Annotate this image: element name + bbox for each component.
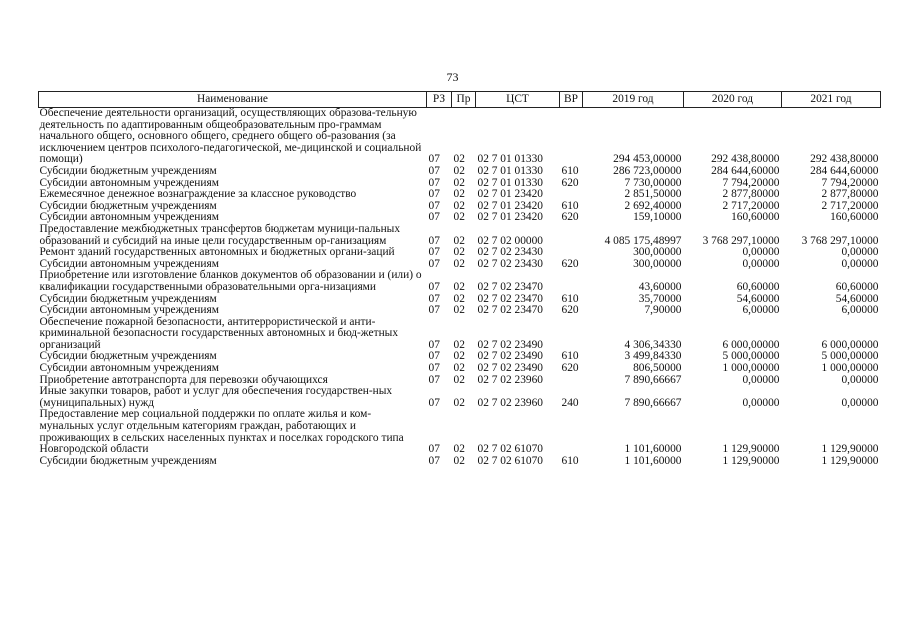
row-vr bbox=[560, 224, 583, 247]
row-pr: 02 bbox=[453, 153, 465, 166]
row-vr: 620 bbox=[561, 211, 579, 224]
row-name: Предоставление мер социальной поддержки по оплате жилья и ком-мунальных услуг отдельным категориям граждан, работающих и проживающих в сельских населенных пунктах и поселках городского типа Новгородской области bbox=[39, 408, 404, 456]
table-row bbox=[39, 189, 881, 201]
row-value-2019: 300,00000 bbox=[633, 257, 682, 270]
row-value-2020: 1 129,90000 bbox=[722, 443, 780, 456]
row-pr: 02 bbox=[453, 280, 465, 293]
row-cst: 02 7 01 01330 bbox=[477, 176, 543, 189]
header-cst: ЦСТ bbox=[476, 92, 560, 108]
row-cst: 02 7 01 23420 bbox=[477, 188, 543, 201]
table-row bbox=[39, 166, 881, 178]
table-row bbox=[39, 456, 881, 468]
row-value-2021: 2 717,20000 bbox=[821, 199, 879, 212]
row-vr: 610 bbox=[561, 164, 579, 177]
row-value-2019: 7 730,00000 bbox=[624, 176, 682, 189]
row-value-2021: 2 877,80000 bbox=[821, 188, 879, 201]
row-name: Предоставление межбюджетных трансфертов бюджетам муници-пальных образований и субсидий на иные цели государственным ор-ганизациям bbox=[39, 222, 401, 247]
header-row bbox=[39, 92, 881, 108]
row-vr bbox=[560, 317, 583, 352]
row-vr: 620 bbox=[561, 257, 579, 270]
row-pr: 02 bbox=[453, 362, 465, 375]
row-cst: 02 7 02 23490 bbox=[477, 350, 543, 363]
row-value-2020: 60,60000 bbox=[736, 280, 780, 293]
row-value-2020: 6,00000 bbox=[742, 304, 780, 317]
row-value-2021: 60,60000 bbox=[835, 280, 879, 293]
row-value-2020: 0,00000 bbox=[742, 396, 780, 409]
row-cst: 02 7 02 23490 bbox=[477, 362, 543, 375]
row-cst: 02 7 01 23420 bbox=[477, 211, 543, 224]
table-body bbox=[39, 108, 881, 468]
row-name: Обеспечение деятельности организаций, осуществляющих образова-тельную деятельность по адаптированным общеобразовательным про-граммам начального общего, основного общего, среднего общего об-разования (за исключением центров психолого-педагогической, ме-дицинской и социальной помощи) bbox=[39, 107, 422, 166]
row-cst: 02 7 02 23490 bbox=[477, 338, 543, 351]
row-value-2021: 160,60000 bbox=[830, 211, 879, 224]
row-value-2020: 3 768 297,10000 bbox=[702, 234, 780, 247]
row-value-2020: 7 794,20000 bbox=[722, 176, 780, 189]
row-value-2020: 6 000,00000 bbox=[722, 338, 780, 351]
row-vr: 620 bbox=[561, 176, 579, 189]
row-pr: 02 bbox=[453, 246, 465, 259]
row-vr bbox=[560, 270, 583, 293]
table-row bbox=[39, 363, 881, 375]
header-rz: РЗ bbox=[427, 92, 452, 108]
header-pr: Пр bbox=[452, 92, 476, 108]
row-name: Обеспечение пожарной безопасности, антитеррористической и анти-криминальной безопасности государственных автономных и бюд-жетных организаций bbox=[39, 315, 399, 351]
row-rz: 07 bbox=[428, 396, 440, 409]
row-vr: 610 bbox=[561, 350, 579, 363]
row-name: Субсидии автономным учреждениям bbox=[39, 362, 219, 375]
row-cst: 02 7 01 23420 bbox=[477, 199, 543, 212]
row-value-2020: 0,00000 bbox=[742, 373, 780, 386]
row-cst: 02 7 02 61070 bbox=[477, 443, 543, 456]
row-value-2019: 7,90000 bbox=[644, 304, 682, 317]
row-value-2020: 2 717,20000 bbox=[722, 199, 780, 212]
row-name: Субсидии бюджетным учреждениям bbox=[39, 199, 217, 212]
row-value-2021: 7 794,20000 bbox=[821, 176, 879, 189]
table-row bbox=[39, 270, 881, 293]
row-cst: 02 7 01 01330 bbox=[477, 164, 543, 177]
row-value-2019: 806,50000 bbox=[633, 362, 682, 375]
row-vr: 240 bbox=[561, 396, 579, 409]
row-vr bbox=[560, 247, 583, 259]
budget-table bbox=[38, 91, 881, 467]
row-rz: 07 bbox=[428, 176, 440, 189]
row-value-2019: 1 101,60000 bbox=[624, 443, 682, 456]
row-value-2019: 4 306,34330 bbox=[624, 338, 682, 351]
header-2020: 2020 год bbox=[684, 92, 782, 108]
row-name: Субсидии автономным учреждениям bbox=[39, 304, 219, 317]
row-value-2020: 2 877,80000 bbox=[722, 188, 780, 201]
row-value-2021: 1 000,00000 bbox=[821, 362, 879, 375]
row-value-2021: 1 129,90000 bbox=[821, 443, 879, 456]
row-vr: 620 bbox=[561, 362, 579, 375]
row-value-2019: 7 890,66667 bbox=[624, 396, 682, 409]
row-rz: 07 bbox=[428, 350, 440, 363]
row-value-2020: 160,60000 bbox=[731, 211, 780, 224]
table-row bbox=[39, 305, 881, 317]
row-rz: 07 bbox=[428, 454, 440, 467]
row-rz: 07 bbox=[428, 292, 440, 305]
row-vr bbox=[560, 189, 583, 201]
row-rz: 07 bbox=[428, 246, 440, 259]
row-rz: 07 bbox=[428, 362, 440, 375]
row-value-2021: 1 129,90000 bbox=[821, 454, 879, 467]
row-pr: 02 bbox=[453, 176, 465, 189]
row-cst: 02 7 02 23430 bbox=[477, 257, 543, 270]
row-value-2019: 294 453,00000 bbox=[613, 153, 682, 166]
row-value-2019: 2 692,40000 bbox=[624, 199, 682, 212]
row-name: Ремонт зданий государственных автономных и бюджетных органи-заций bbox=[39, 246, 395, 259]
row-vr: 610 bbox=[561, 199, 579, 212]
row-pr: 02 bbox=[453, 199, 465, 212]
row-value-2019: 35,70000 bbox=[638, 292, 682, 305]
page-number: 73 bbox=[446, 70, 459, 84]
row-value-2021: 6 000,00000 bbox=[821, 338, 879, 351]
row-value-2019: 1 101,60000 bbox=[624, 454, 682, 467]
row-value-2019: 4 085 175,48997 bbox=[604, 234, 682, 247]
row-name: Субсидии бюджетным учреждениям bbox=[39, 292, 217, 305]
header-vr: ВР bbox=[560, 92, 583, 108]
row-pr: 02 bbox=[453, 188, 465, 201]
row-cst: 02 7 02 23470 bbox=[477, 292, 543, 305]
row-name: Ежемесячное денежное вознаграждение за классное руководство bbox=[39, 188, 357, 201]
row-pr: 02 bbox=[453, 396, 465, 409]
row-pr: 02 bbox=[453, 454, 465, 467]
row-name: Иные закупки товаров, работ и услуг для обеспечения государствен-ных (муниципальных) нужд bbox=[39, 385, 393, 409]
header-2021: 2021 год bbox=[782, 92, 881, 108]
row-name: Субсидии автономным учреждениям bbox=[39, 257, 219, 270]
row-cst: 02 7 02 23430 bbox=[477, 246, 543, 259]
row-rz: 07 bbox=[428, 153, 440, 166]
row-value-2020: 284 644,60000 bbox=[711, 164, 780, 177]
row-value-2021: 0,00000 bbox=[841, 257, 879, 270]
row-value-2019: 7 890,66667 bbox=[624, 373, 682, 386]
row-value-2019: 300,00000 bbox=[633, 246, 682, 259]
row-value-2021: 0,00000 bbox=[841, 373, 879, 386]
row-name: Субсидии бюджетным учреждениям bbox=[39, 454, 217, 467]
row-cst: 02 7 02 23960 bbox=[477, 396, 543, 409]
row-value-2021: 292 438,80000 bbox=[810, 153, 879, 166]
row-value-2021: 284 644,60000 bbox=[810, 164, 879, 177]
row-rz: 07 bbox=[428, 373, 440, 386]
row-value-2019: 159,10000 bbox=[633, 211, 682, 224]
row-pr: 02 bbox=[453, 443, 465, 456]
row-value-2020: 54,60000 bbox=[736, 292, 780, 305]
row-rz: 07 bbox=[428, 188, 440, 201]
header-2019: 2019 год bbox=[583, 92, 684, 108]
row-rz: 07 bbox=[428, 211, 440, 224]
row-value-2019: 2 851,50000 bbox=[624, 188, 682, 201]
row-rz: 07 bbox=[428, 338, 440, 351]
row-cst: 02 7 02 23960 bbox=[477, 373, 543, 386]
row-value-2020: 292 438,80000 bbox=[711, 153, 780, 166]
header-name: Наименование bbox=[39, 92, 427, 108]
table-row bbox=[39, 247, 881, 259]
row-pr: 02 bbox=[453, 292, 465, 305]
table-row bbox=[39, 317, 881, 352]
row-cst: 02 7 02 23470 bbox=[477, 280, 543, 293]
table-row bbox=[39, 108, 881, 166]
row-cst: 02 7 02 23470 bbox=[477, 304, 543, 317]
row-vr: 610 bbox=[561, 292, 579, 305]
row-value-2020: 1 000,00000 bbox=[722, 362, 780, 375]
row-pr: 02 bbox=[453, 373, 465, 386]
row-rz: 07 bbox=[428, 164, 440, 177]
row-pr: 02 bbox=[453, 350, 465, 363]
row-pr: 02 bbox=[453, 211, 465, 224]
row-name: Субсидии бюджетным учреждениям bbox=[39, 350, 217, 363]
row-value-2019: 286 723,00000 bbox=[613, 164, 682, 177]
row-rz: 07 bbox=[428, 280, 440, 293]
row-name: Субсидии автономным учреждениям bbox=[39, 211, 219, 224]
row-name: Приобретение автотранспорта для перевозки обучающихся bbox=[39, 373, 328, 386]
row-value-2020: 5 000,00000 bbox=[722, 350, 780, 363]
row-value-2021: 0,00000 bbox=[841, 396, 879, 409]
row-rz: 07 bbox=[428, 257, 440, 270]
row-value-2021: 5 000,00000 bbox=[821, 350, 879, 363]
row-name: Приобретение или изготовление бланков документов об образовании и (или) о квалификации государственными образовательными орга-низациями bbox=[39, 269, 422, 293]
row-vr bbox=[560, 375, 583, 387]
row-pr: 02 bbox=[453, 234, 465, 247]
row-vr bbox=[560, 409, 583, 455]
row-pr: 02 bbox=[453, 164, 465, 177]
row-cst: 02 7 01 01330 bbox=[477, 153, 543, 166]
table-row bbox=[39, 386, 881, 409]
row-value-2021: 6,00000 bbox=[841, 304, 879, 317]
table-row bbox=[39, 224, 881, 247]
row-name: Субсидии бюджетным учреждениям bbox=[39, 164, 217, 177]
table-row bbox=[39, 409, 881, 455]
row-cst: 02 7 02 61070 bbox=[477, 454, 543, 467]
row-cst: 02 7 02 00000 bbox=[477, 234, 543, 247]
row-vr: 610 bbox=[561, 454, 579, 467]
row-value-2019: 3 499,84330 bbox=[624, 350, 682, 363]
row-value-2020: 0,00000 bbox=[742, 246, 780, 259]
row-pr: 02 bbox=[453, 257, 465, 270]
row-pr: 02 bbox=[453, 338, 465, 351]
row-rz: 07 bbox=[428, 304, 440, 317]
row-value-2021: 54,60000 bbox=[835, 292, 879, 305]
row-value-2020: 1 129,90000 bbox=[722, 454, 780, 467]
row-pr: 02 bbox=[453, 304, 465, 317]
row-vr bbox=[560, 108, 583, 166]
row-name: Субсидии автономным учреждениям bbox=[39, 176, 219, 189]
row-value-2020: 0,00000 bbox=[742, 257, 780, 270]
row-rz: 07 bbox=[428, 443, 440, 456]
row-value-2021: 3 768 297,10000 bbox=[801, 234, 879, 247]
row-rz: 07 bbox=[428, 234, 440, 247]
row-value-2019: 43,60000 bbox=[638, 280, 682, 293]
row-rz: 07 bbox=[428, 199, 440, 212]
row-value-2021: 0,00000 bbox=[841, 246, 879, 259]
row-vr: 620 bbox=[561, 304, 579, 317]
